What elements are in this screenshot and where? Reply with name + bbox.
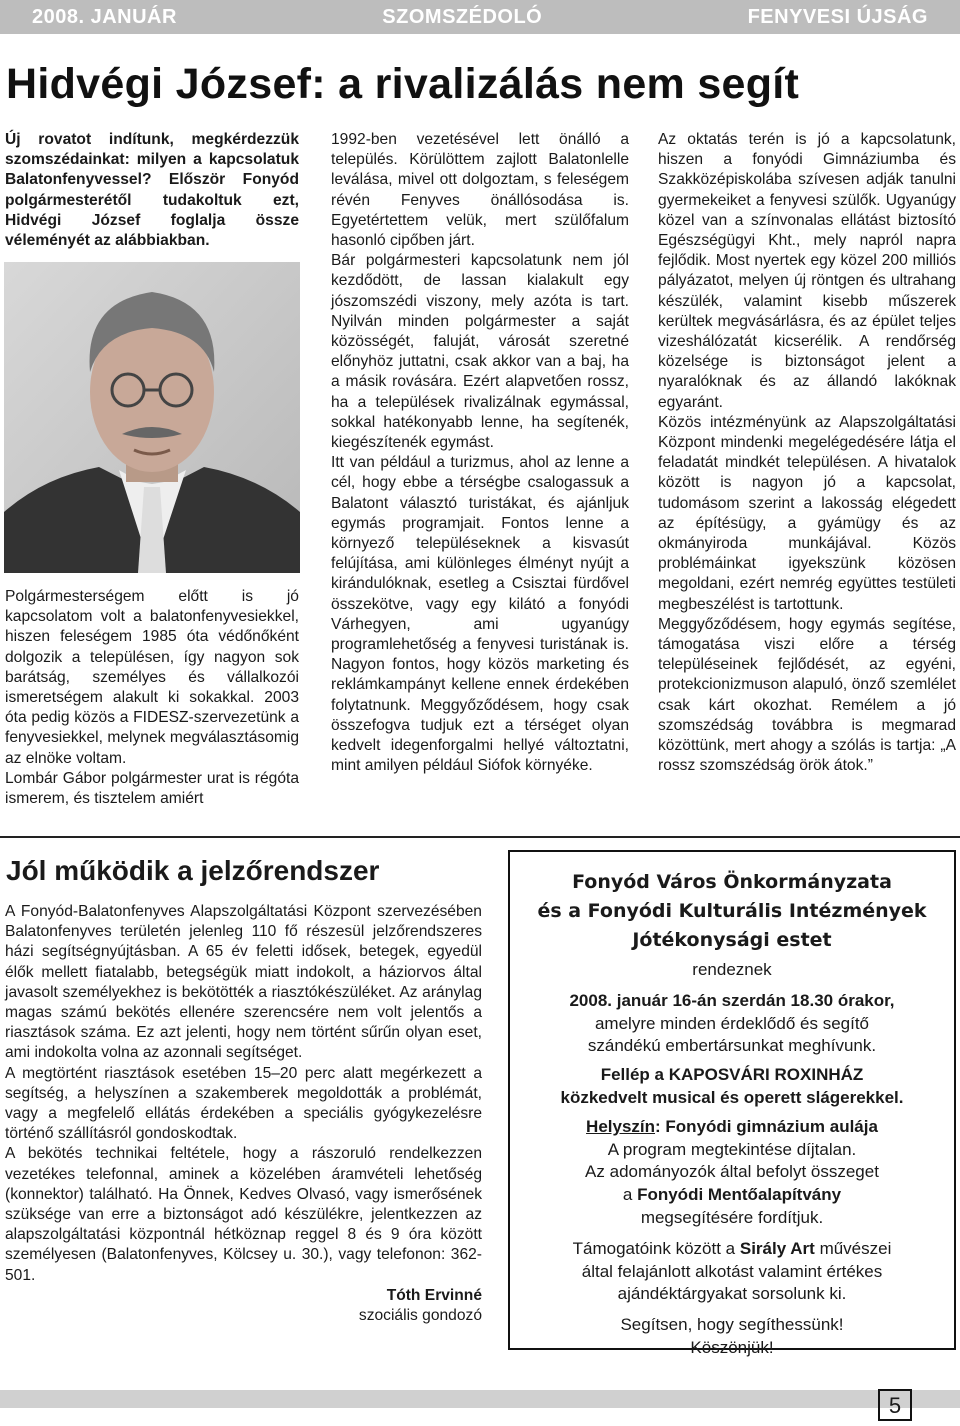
portrait-photo <box>4 262 300 573</box>
column-1 <box>5 130 299 251</box>
author-role: szociális gondozó <box>358 1307 482 1325</box>
event-performer: Fellép a KAPOSVÁRI ROXINHÁZ <box>600 1065 864 1085</box>
event-text: szándékú embertársunkat meghívunk. <box>587 1036 877 1056</box>
event-text: Köszönjük! <box>690 1337 774 1357</box>
article2-title: Jól működik a jelzőrendszer <box>6 855 380 886</box>
article2-paragraph: A bekötés technikai feltétele, hogy a rászoruló rendelkezzen vezetékes telefonnal, aminek a közelében áramvételi lehetőség (konnektor) található. Ha Önnek, Kedves Olvasó, vagy ismerősének szüksége van erre a biztonságot adó készülékre, jelentkezzen az alapszolgáltatási központnál hétköznap reggel 8 és 9 óra között személyesen (Balatonfenyves, Kölcsey u. 30.), vagy telefonon: 362-501. <box>5 1145 482 1284</box>
col3-paragraph: Meggyőződésem, hogy egymás segítése, támogatása viszi előre a térség településeinek fejlődését, az egyéni, protekcionizmuson alapuló, önző szemlélet csak kárt okozhat. Remélem a jó szomszédság továbbra is megmarad közöttünk, mert ahogy a szólás is tartja: „A rossz szomszédság örök átok.” <box>658 615 956 775</box>
page-number: 5 <box>878 1389 912 1421</box>
article2-paragraph: A Fonyód-Balatonfenyves Alapszolgáltatási Központ szervezésében Balatonfenyves területén jelenleg 110 fő részesül jelzőrendszeres házi segítségnyújtásban. A 65 év feletti idősek, betegek, egyedül élők mellett fiatalabb, betegségük miatt indokolt, a háziorvos által javasolt személyekhez is bekötötték a riasztókészüléket. Az aránylag magas számú bekötés ellenére szerencsére nem volt jelentős a riasztások száma. Ez azt jelenti, hogy nem történt sűrűn olyan eset, ami indokolta volna az azonnali segítséget. <box>5 903 482 1062</box>
headline: Hidvégi József: a rivalizálás nem segít <box>6 60 800 108</box>
col2-paragraph: Bár polgármesteri kapcsolatunk nem jól kezdődött, de lassan kialakult egy jószomszédi viszony, mely azóta is tart. Nyilván minden polgármester a saját közösségét, faluját, városát szeretné előnyhöz juttatni, csak akkor van a baj, ha a másik rovására. Ezért alapvetően rossz, ha a települések rivalizálnak egymással, sokkal hatékonyabb lenne, ha segítenék, kiegészítenék egymást. <box>331 252 629 452</box>
col1-paragraph: Polgármesterségem előtt is jó kapcsolatom volt a balatonfenyvesiekkel, hiszen feleségem 1985 óta védőnőként dolgozik a településen, így nagyon sok barátság, személyes és vállalkozói ismeretségem alakult ki sokakkal. 2003 óta pedig közös a FIDESZ-szervezetünk a fenyvesiekkel, melynek megválasztásomig az elnöke voltam. <box>5 588 299 767</box>
intro-text: Új rovatot indítunk, megkérdezzük szomszédainkat: milyen a kapcsolatuk Balatonfenyvessel? Először Fonyód polgármesterétől tudakoltuk ezt, Hidvégi József foglalja össze véleményét az alábbiakban. <box>5 131 299 250</box>
event-text <box>510 1238 954 1261</box>
event-text: által felajánlott alkotást valamint értékes <box>581 1261 883 1281</box>
column-2 <box>331 130 629 777</box>
event-text: ajándéktárgyakat sorsolunk ki. <box>617 1284 847 1304</box>
section-divider <box>0 836 960 838</box>
event-title-line: Fonyód Város Önkormányzata <box>572 871 892 893</box>
page-header <box>0 0 960 34</box>
event-text: amelyre minden érdeklődő és segítő <box>594 1013 870 1033</box>
article2-paragraph: A megtörtént riasztások esetében 15–20 perc alatt megérkezett a segítség, a helyszínen a szakemberek megoldották a problémát, vagy a megfelelő ellátás érdekében a speciális gyógykezelésre történő szállításról gondoskodtak. <box>5 1064 482 1143</box>
foundation-name: Fonyódi Mentőalapítvány <box>637 1185 842 1205</box>
event-text: Az adományozók által befolyt összeget <box>585 1162 879 1182</box>
event-performer: közkedvelt musical és operett slágerekkel. <box>560 1087 904 1107</box>
event-text <box>510 1184 954 1207</box>
footer-bar <box>0 1390 960 1408</box>
col2-paragraph: 1992-ben vezetésével lett önálló a település. Körülöttem zajlott Balatonlelle leválása, mivel ott dolgoztam, s feleségem révén Fenyves önállósodása is. Egyetértettem velük, mert szülőfalum hasonló cipőben járt. <box>331 131 629 250</box>
header-section: SZOMSZÉDOLÓ <box>382 5 543 28</box>
col3-paragraph: Közös intézményünk az Alapszolgáltatási Központ mindenki megelégedésére látja el feladatát mindkét településen. A hivatalok között is nagyon jó a kapcsolat, tudomásom szerint a lakosság elégedett az építésügy, a gyámügy és az okmányiroda munkájával. Közös problémáinkat igyekszünk közösen megoldani, ezért nemrég együttes testületi megbeszélést is tartottunk. <box>658 413 956 613</box>
venue-name: : Fonyódi gimnázium aulája <box>655 1116 878 1136</box>
text-span: művészei <box>814 1238 892 1258</box>
sponsor-name: Sirály Art <box>739 1238 815 1258</box>
venue-label: Helyszín <box>586 1116 656 1136</box>
column-1-body <box>5 587 299 809</box>
text-span: a <box>622 1185 638 1205</box>
text-span: Támogatóink között a <box>572 1238 740 1258</box>
author-name: Tóth Ervinné <box>386 1286 482 1304</box>
event-title <box>510 868 954 955</box>
event-venue <box>510 1116 954 1139</box>
event-box <box>508 850 956 1357</box>
col1-paragraph: Lombár Gábor polgármester urat is régóta ismerem, és tisztelem amiért <box>5 769 299 808</box>
event-title-line: Jótékonysági estet <box>632 929 832 951</box>
article2-body <box>5 902 482 1326</box>
event-title-line: és a Fonyódi Kulturális Intézmények <box>537 900 927 922</box>
col2-paragraph: Itt van például a turizmus, ahol az lenne a cél, hogy ebbe a térségbe csalogassuk a Balatont választó turistákat, és ajánljuk egymás programjait. Fontos lenne a környező településeknek a kisvasút felújítása, ami különleges élményt nyújt a kirándulóknak, esetleg a Csisztai fürdővel összekötve, vagy egy kilátó a fonyódi Várhegyen, ami ugyanúgy programlehetőség a fenyvesi turistának is. Nagyon fontos, hogy közös marketing és reklámkampányt kellene ennek érdekében folytatnunk. Meggyőződésem, hogy csak összefogva tudjuk ezt a térséget olyan kedvelt idegenforgalmi hellyé változtatni, mint amilyen például Siófok környéke. <box>331 454 629 775</box>
event-date: 2008. január 16-án szerdán 18.30 órakor, <box>569 990 895 1010</box>
header-date: 2008. JANUÁR <box>32 5 177 28</box>
header-paper: FENYVESI ÚJSÁG <box>747 5 928 28</box>
column-3 <box>658 130 956 777</box>
event-text: Segítsen, hogy segíthessünk! <box>620 1315 844 1335</box>
event-text: A program megtekintése díjtalan. <box>607 1139 857 1159</box>
event-text: megsegítésére fordítjuk. <box>640 1207 824 1227</box>
event-text: rendeznek <box>692 960 772 979</box>
col3-paragraph: Az oktatás terén is jó a kapcsolatunk, hiszen a fonyódi Gimnáziumba és Szakközépiskolába szívesen adják tanulni gyermekeiket a fenyvesi szülők. Ugyanúgy közel van a színvonalas ellátást biztosító Egészségügyi Kht., mely napról napra fejlődik. Most nyertek egy közel 200 milliós pályázatot, melyen új röntgen és ultrahang készülék, valamint kisebb műszerek kerültek megvásárlásra, és az épület teljes vizeshálózatát kicserélik. A rendőrség közelsége is biztonságot jelent a nyaralóknak és az állandó lakóknak egyaránt. <box>658 131 956 411</box>
